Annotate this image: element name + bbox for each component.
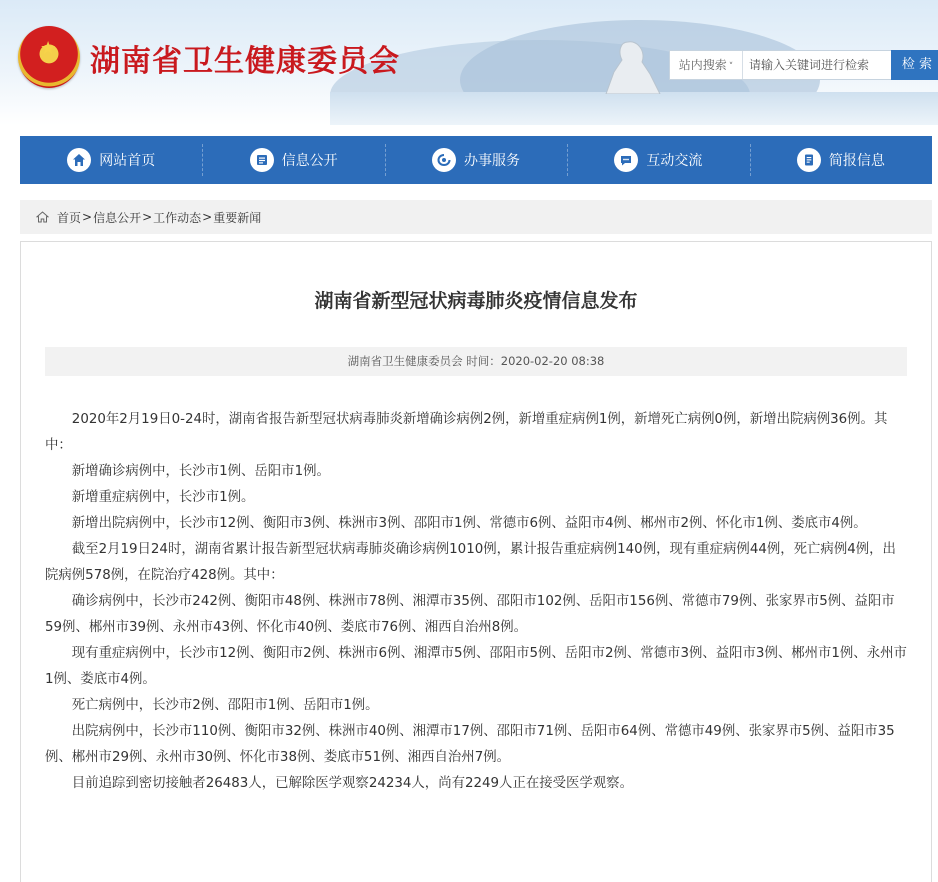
article-paragraph: 确诊病例中，长沙市242例、衡阳市48例、株洲市78例、湘潭市35例、邵阳市102例、岳阳市156例、常德市79例、张家界市5例、益阳市59例、郴州市39例、永州市43例、怀化市40例、娄底市76例、湘西自治州8例。 — [45, 594, 895, 635]
banner-scenery — [330, 92, 938, 125]
report-icon — [797, 148, 821, 172]
article-paragraph: 出院病例中，长沙市110例、衡阳市32例、株洲市40例、湘潭市17例、邵阳市71例、岳阳市64例、常德市49例、张家界市5例、益阳市35例、郴州市29例、永州市30例、怀化市38例、娄底市51例、湘西自治州7例。 — [45, 724, 895, 765]
nav-item-interaction[interactable] — [567, 136, 749, 184]
breadcrumb-work-news[interactable]: 工作动态 — [153, 210, 202, 225]
document-icon — [250, 148, 274, 172]
site-title[interactable]: 湖南省卫生健康委员会 — [90, 44, 400, 79]
article-paragraph: 新增出院病例中，长沙市12例、衡阳市3例、株洲市3例、邵阳市1例、常德市6例、益阳市4例、郴州市2例、怀化市1例、娄底市4例。 — [71, 516, 867, 531]
service-icon — [432, 148, 456, 172]
search-box — [669, 50, 938, 80]
nav-item-label: 简报信息 — [828, 153, 885, 169]
home-icon — [36, 211, 49, 223]
article-paragraph: 新增重症病例中，长沙市1例。 — [71, 490, 255, 505]
nav-item-info-disclosure[interactable] — [202, 136, 384, 184]
search-button[interactable]: 检 索 — [891, 50, 938, 80]
nav-item-home[interactable] — [20, 136, 202, 184]
breadcrumb-home[interactable]: 首页 — [57, 210, 82, 225]
article-paragraph: 新增确诊病例中，长沙市1例、岳阳市1例。 — [71, 464, 330, 479]
nav-item-briefing[interactable] — [750, 136, 932, 184]
nav-item-label: 办事服务 — [464, 153, 521, 169]
article-paragraph: 2020年2月19日0-24时，湖南省报告新型冠状病毒肺炎新增确诊病例2例，新增重症病例1例，新增死亡病例0例，新增出院病例36例。其中： — [45, 412, 888, 453]
nav-item-label: 互动交流 — [646, 153, 703, 169]
article-title: 湖南省新型冠状病毒肺炎疫情信息发布 — [314, 290, 638, 312]
star-icon: ★ — [40, 38, 57, 59]
breadcrumb — [20, 200, 932, 234]
breadcrumb-separator: > — [142, 210, 153, 224]
chat-icon — [614, 148, 638, 172]
national-emblem-logo[interactable] — [18, 26, 80, 88]
nav-item-services[interactable] — [385, 136, 567, 184]
statue-image — [598, 34, 668, 94]
breadcrumb-important-news[interactable]: 重要新闻 — [213, 210, 262, 225]
nav-item-label: 信息公开 — [281, 153, 338, 169]
breadcrumb-separator: > — [82, 210, 93, 224]
search-scope-select[interactable] — [670, 51, 743, 79]
article-paragraph: 死亡病例中，长沙市2例、邵阳市1例、岳阳市1例。 — [71, 698, 379, 713]
breadcrumb-separator: > — [202, 210, 213, 224]
article-body — [45, 407, 907, 797]
main-nav — [20, 136, 932, 184]
search-input[interactable] — [743, 51, 891, 79]
article-paragraph: 目前追踪到密切接触者26483人，已解除医学观察24234人，尚有2249人正在接受医学观察。 — [71, 776, 633, 791]
article-panel — [20, 241, 932, 882]
header-banner — [0, 0, 938, 125]
nav-item-label: 网站首页 — [99, 153, 156, 169]
article-paragraph: 截至2月19日24时，湖南省累计报告新型冠状病毒肺炎确诊病例1010例，累计报告重症病例140例，现有重症病例44例，死亡病例4例，出院病例578例，在院治疗428例。其中： — [45, 542, 896, 583]
article-paragraph: 现有重症病例中，长沙市12例、衡阳市2例、株洲市6例、湘潭市5例、邵阳市5例、岳阳市2例、常德市3例、益阳市3例、郴州市1例、永州市1例、娄底市4例。 — [45, 646, 907, 687]
home-icon — [67, 148, 91, 172]
search-scope-label: 站内搜索 — [678, 58, 727, 72]
chevron-down-icon: ˅ — [728, 62, 734, 72]
breadcrumb-info-disclosure[interactable]: 信息公开 — [93, 210, 142, 225]
article-meta: 湖南省卫生健康委员会 时间：2020-02-20 08:38 — [45, 347, 907, 376]
